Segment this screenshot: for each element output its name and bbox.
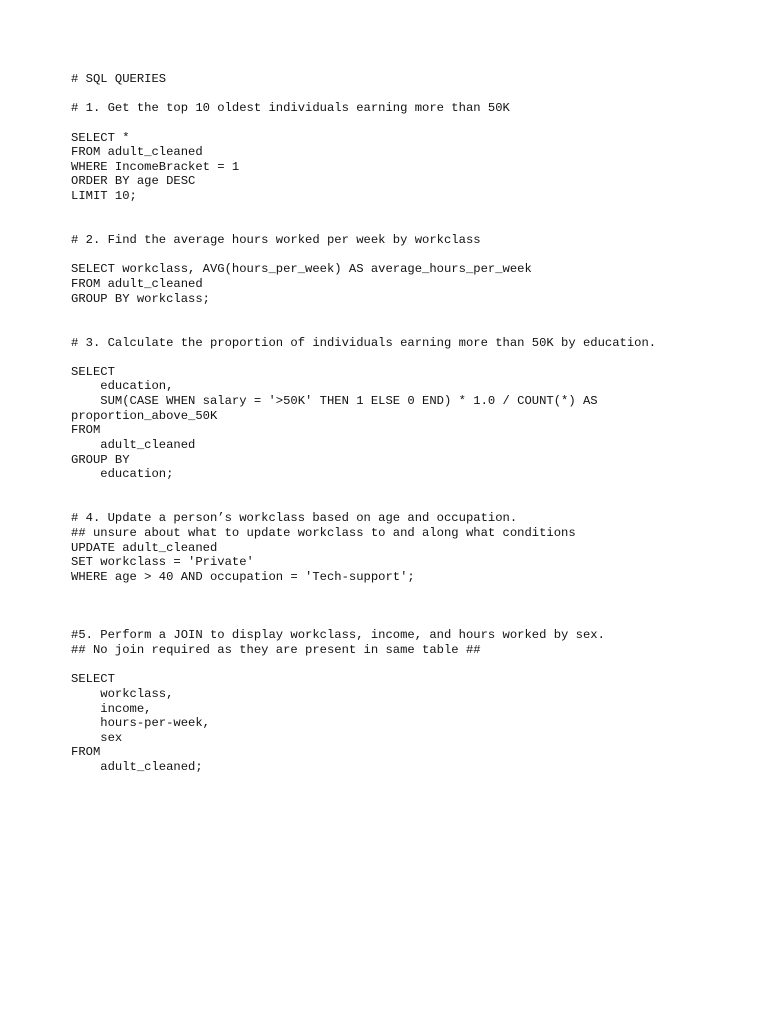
document-line: GROUP BY workclass; bbox=[71, 291, 210, 306]
document-line: sex bbox=[71, 730, 123, 745]
document-line: income, bbox=[71, 701, 152, 716]
document-line: ## No join required as they are present in same table ## bbox=[71, 642, 481, 657]
document-line: UPDATE adult_cleaned bbox=[71, 540, 218, 555]
document-line: SELECT bbox=[71, 364, 115, 379]
document-line: ## unsure about what to update workclass to and along what conditions bbox=[71, 525, 576, 540]
document-line: WHERE age > 40 AND occupation = 'Tech-support'; bbox=[71, 569, 415, 584]
document-line: proportion_above_50K bbox=[71, 408, 218, 423]
document-line: FROM bbox=[71, 745, 101, 760]
sql-document-text bbox=[71, 72, 731, 775]
document-line bbox=[71, 614, 731, 629]
document-line: GROUP BY bbox=[71, 452, 130, 467]
document-line bbox=[71, 116, 731, 131]
document-line: WHERE IncomeBracket = 1 bbox=[71, 159, 240, 174]
document-line bbox=[71, 658, 731, 673]
document-line: hours-per-week, bbox=[71, 716, 210, 731]
document-line: SUM(CASE WHEN salary = '>50K' THEN 1 ELSE 0 END) * 1.0 / COUNT(*) AS bbox=[71, 394, 598, 409]
document-line: SET workclass = 'Private' bbox=[71, 555, 254, 570]
document-line bbox=[71, 204, 731, 219]
document-line: adult_cleaned; bbox=[71, 760, 203, 775]
document-line: FROM bbox=[71, 423, 101, 438]
document-line bbox=[71, 218, 731, 233]
document-line bbox=[71, 306, 731, 321]
document-line: education; bbox=[71, 467, 174, 482]
document-line bbox=[71, 497, 731, 512]
document-line bbox=[71, 584, 731, 599]
document-line bbox=[71, 350, 731, 365]
document-line: FROM adult_cleaned bbox=[71, 145, 203, 160]
document-line: # 1. Get the top 10 oldest individuals earning more than 50K bbox=[71, 101, 510, 116]
document-line: SELECT * bbox=[71, 130, 130, 145]
document-line: # SQL QUERIES bbox=[71, 72, 167, 86]
document-line: education, bbox=[71, 379, 174, 394]
document-line bbox=[71, 248, 731, 263]
document-line: # 3. Calculate the proportion of individuals earning more than 50K by education. bbox=[71, 335, 657, 350]
document-line: SELECT bbox=[71, 672, 115, 687]
document-line: # 4. Update a person’s workclass based on age and occupation. bbox=[71, 511, 518, 526]
document-line: #5. Perform a JOIN to display workclass, income, and hours worked by sex. bbox=[71, 628, 605, 643]
document-line bbox=[71, 599, 731, 614]
document-line: SELECT workclass, AVG(hours_per_week) AS average_hours_per_week bbox=[71, 262, 532, 277]
document-line bbox=[71, 87, 731, 102]
document-line: ORDER BY age DESC bbox=[71, 174, 196, 189]
document-line: workclass, bbox=[71, 686, 174, 701]
document-line bbox=[71, 321, 731, 336]
document-line: LIMIT 10; bbox=[71, 189, 137, 204]
document-line bbox=[71, 482, 731, 497]
document-line: adult_cleaned bbox=[71, 438, 196, 453]
document-line: # 2. Find the average hours worked per week by workclass bbox=[71, 233, 481, 248]
document-line: FROM adult_cleaned bbox=[71, 276, 203, 291]
